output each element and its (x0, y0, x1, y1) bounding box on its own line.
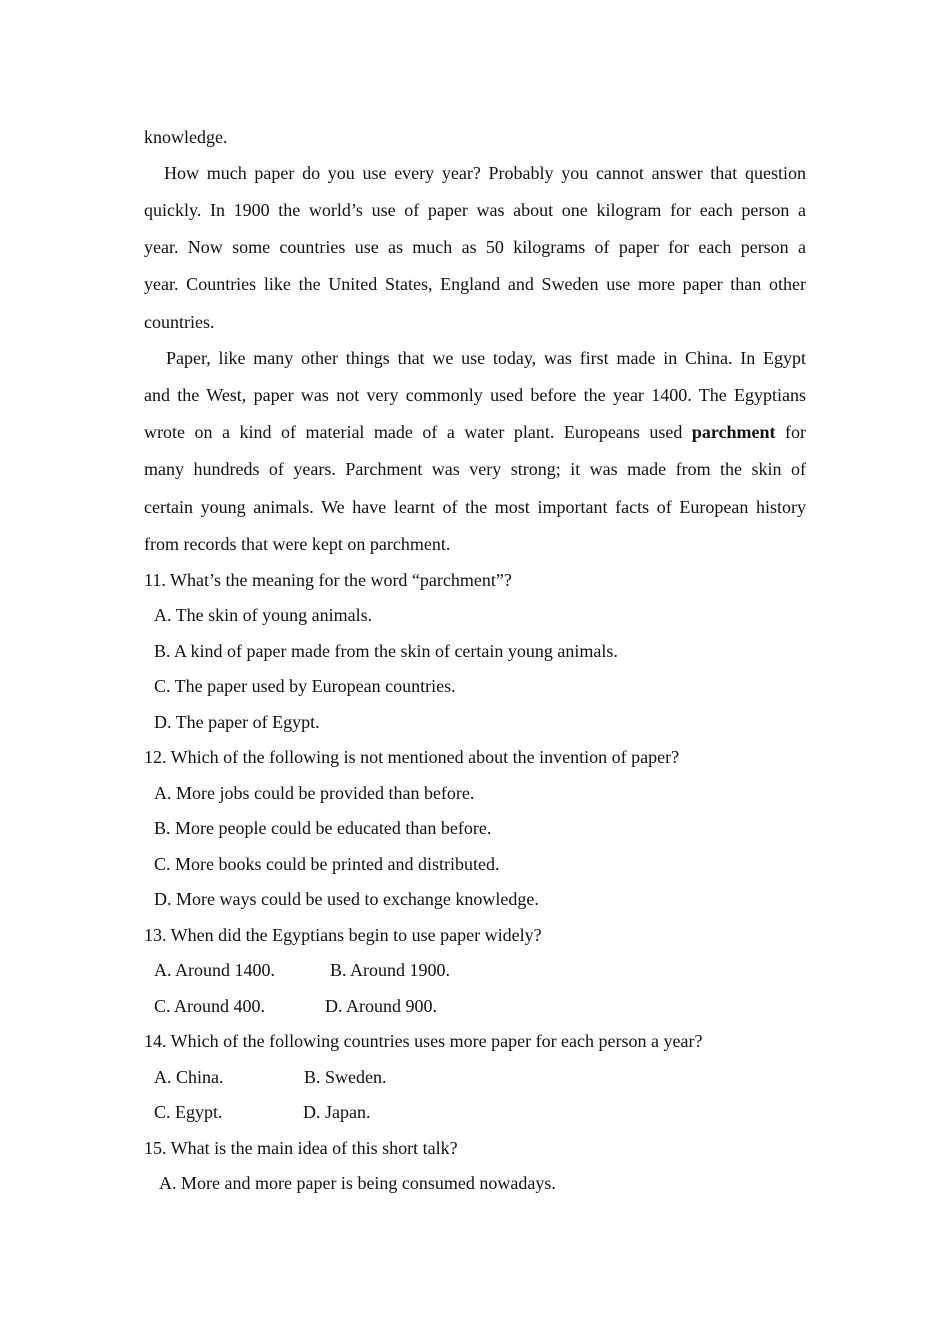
q14-option-b: B. Sweden. (304, 1067, 387, 1087)
para1-line-3: year. Now some countries use as much as 50 kilograms of paper for each person a (144, 237, 806, 257)
q11-option-c: C. The paper used by European countries. (154, 676, 456, 696)
q13-stem: 13. When did the Egyptians begin to use paper widely? (144, 925, 542, 945)
q13-option-d: D. Around 900. (325, 996, 437, 1016)
para1-line-1: How much paper do you use every year? Probably you cannot answer that question (164, 163, 806, 183)
q11-option-b: B. A kind of paper made from the skin of certain young animals. (154, 641, 618, 661)
q13-option-c: C. Around 400. (154, 996, 266, 1016)
q14-option-a: A. China. (154, 1067, 224, 1087)
para2-line-5: certain young animals. We have learnt of the most important facts of European history (144, 497, 806, 517)
q13-option-b: B. Around 1900. (330, 960, 451, 980)
q12-option-c: C. More books could be printed and distributed. (154, 854, 500, 874)
para2-line-6: from records that were kept on parchment. (144, 534, 451, 554)
para1-line-2: quickly. In 1900 the world’s use of paper was about one kilogram for each person a (144, 200, 806, 220)
q12-option-a: A. More jobs could be provided than before. (154, 783, 475, 803)
q14-stem: 14. Which of the following countries uses more paper for each person a year? (144, 1031, 703, 1051)
para2-line-2: and the West, paper was not very commonly used before the year 1400. The Egyptians (144, 385, 806, 405)
parchment-keyword: parchment (691, 422, 776, 442)
q13-option-a: A. Around 1400. (154, 960, 275, 980)
q12-option-d: D. More ways could be used to exchange knowledge. (154, 889, 539, 909)
q11-stem: 11. What’s the meaning for the word “parchment”? (144, 570, 512, 590)
q15-stem: 15. What is the main idea of this short talk? (144, 1138, 458, 1158)
q11-option-d: D. The paper of Egypt. (154, 712, 320, 732)
para2-line-3-tail: for (785, 422, 806, 442)
q14-option-c: C. Egypt. (154, 1102, 223, 1122)
q12-option-b: B. More people could be educated than before. (154, 818, 492, 838)
para2-line-3 (144, 421, 806, 443)
para1-line-5: countries. (144, 312, 215, 332)
q12-stem: 12. Which of the following is not mentioned about the invention of paper? (144, 747, 680, 767)
q15-option-a: A. More and more paper is being consumed nowadays. (159, 1173, 556, 1193)
para2-line-3-text: wrote on a kind of material made of a water plant. Europeans used (144, 422, 683, 442)
passage-carry-over: knowledge. (144, 127, 228, 147)
para2-line-4: many hundreds of years. Parchment was very strong; it was made from the skin of (144, 459, 806, 479)
para1-line-4: year. Countries like the United States, England and Sweden use more paper than other (144, 274, 806, 294)
q11-option-a: A. The skin of young animals. (154, 605, 373, 625)
para2-line-1: Paper, like many other things that we use today, was first made in China. In Egypt (166, 348, 806, 368)
q14-option-d: D. Japan. (303, 1102, 371, 1122)
